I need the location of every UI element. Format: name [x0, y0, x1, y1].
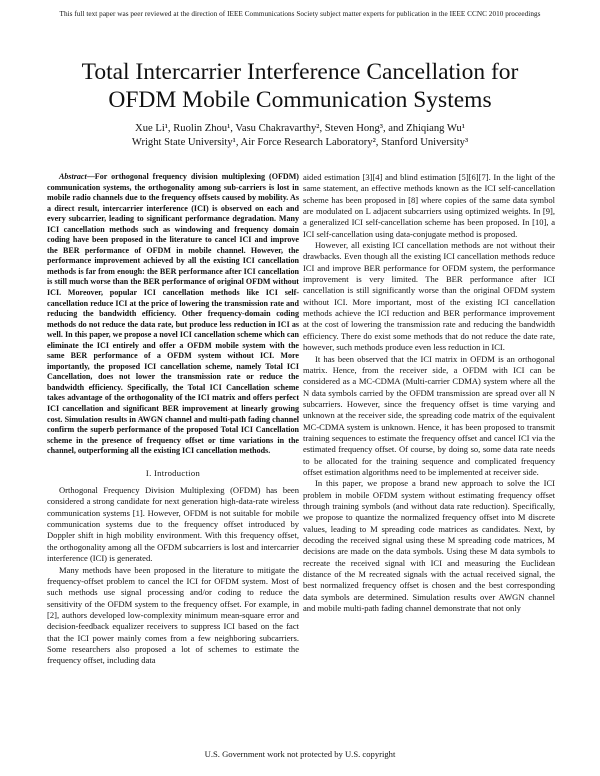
title-line-2: OFDM Mobile Communication Systems [108, 87, 492, 113]
right-paragraph-3: It has been observed that the ICI matrix in OFDM is an orthogonal matrix. Hence, from the receiver side, a OFDM with ICI can be considered as a MC-CDMA (Multi-carrier CDMA) system where all the N data symbols carried by the OFDM transmission are spread over all N subcarriers. However, since the frequency offset is time varying and unknown at the receiver side, the spreading code matrix of the equivalent MC-CDMA system is unknown. Hence, it has been proposed to transmit training sequences to estimate the frequency offset and cancel ICI via the estimated frequency offset. Of course, by doing so, some data rate needs to be allocated for the training sequence and complicated frequency offset estimation algorithms need to be implemented at receiver side. [303, 353, 555, 477]
author-block [0, 122, 600, 149]
intro-paragraph-2: Many methods have been proposed in the literature to mitigate the frequency-offset problem to cancel the ICI for OFDM system. Most of such methods use signal processing and/or coding to reduce the sensitivity of the OFDM system to the frequency offset. For example, in [2], authors developed low-complexity minimum mean-square error and decision-feedback equalizer receivers to suppress ICI based on the fact that the ICI power mainly comes from a few neighboring subcarriers. Some researchers also proposed a lot of schemes to estimate the frequency offset, including data [47, 564, 299, 666]
copyright-footer: U.S. Government work not protected by U.S. copyright [204, 749, 396, 759]
abstract-label: Abstract [59, 172, 87, 181]
abstract [47, 172, 299, 457]
author-affiliations: Wright State University¹, Air Force Research Laboratory², Stanford University³ [131, 136, 469, 148]
intro-paragraph-1: Orthogonal Frequency Division Multiplexing (OFDM) has been considered a strong candidate for next generation high-data-rate wireless communication systems [1]. However, OFDM is not suitable for mobile communication systems due to the frequency offset introduced by Doppler shift in high mobility environment. With this frequency offset, the orthogonality among all the OFDM subcarriers is lost and intercarrier interference (ICI) is generated. [47, 485, 299, 564]
right-column [303, 172, 555, 614]
abstract-text: —For orthogonal frequency division multiplexing (OFDM) communication systems, the orthogonality among sub-carriers is lost in mobile radio channels due to the frequency offsets caused by mobility. As a direct result, intercarrier interference (ICI) is observed on each and every subcarrier, leading to significant performance degradation. Many ICI cancellation methods such as windowing and frequency domain coding have been proposed in the literature to cancel ICI and improve the BER performance of OFDM in mobile channel. However, the performance improvement achieved by all the existing ICI cancellation methods is far from enough: the BER performance after ICI cancellation is still much worse than the BER performance of original OFDM without ICI. Moreover, popular ICI cancellation methods like ICI self-cancellation reduce ICI at the price of lowering the transmission rate and reducing the bandwidth efficiency. Other frequency-domain coding methods do not reduce the data rate, but produce less reduction in ICI as well. In this paper, we propose a novel ICI cancellation scheme which can eliminate the ICI entirely and offer a OFDM mobile system with the same BER performance of a OFDM system without ICI. More importantly, the proposed ICI cancellation scheme, namely Total ICI Cancellation, does not lower the transmission rate or reduce the bandwidth efficiency. Specifically, the Total ICI Cancellation scheme takes advantage of the orthogonality of the ICI matrix and offers perfect ICI cancellation and significant BER improvement at linearly growing cost. Simulation results in AWGN channel and multi-path fading channel confirm the superb performance of the proposed Total ICI Cancellation scheme in the presence of frequency offset or time variations in the channel, outperforming all the existing ICI cancellation methods. [47, 172, 299, 456]
right-paragraph-1: aided estimation [3][4] and blind estimation [5][6][7]. In the light of the same statement, an effective methods known as the ICI self-cancellation scheme has been proposed in [8] where copies of the same data symbol are modulated on L adjacent subcarriers using optimized weights. In [9], a generalized ICI self-cancellation scheme has been proposed. In [10], a ICI self-cancellation using data-conjugate method is proposed. [303, 172, 555, 239]
title-line-1: Total Intercarrier Interference Cancellation for [81, 59, 519, 85]
left-column [47, 172, 299, 667]
paper-title [0, 58, 600, 114]
peer-review-notice: This full text paper was peer reviewed at the direction of IEEE Communications Society subject matter experts for publication in the IEEE CCNC 2010 proceedings [59, 10, 541, 18]
right-paragraph-2: However, all existing ICI cancellation methods are not without their drawbacks. Even though all the existing ICI cancellation methods reduce ICI and improve BER performance for OFDM system, the performance improvement is very limited. The BER performance after ICI cancellation is still significantly worse than the original OFDM system without ICI. More important, most of the existing ICI cancellation methods achieve the ICI reduction and BER performance improvement at the cost of lowering the transmission rate and reducing the bandwidth efficiency. There do exist some methods that do not reduce the date rate, however, such methods produce even less reduction in ICI. [303, 240, 555, 353]
section-heading-introduction: I. Introduction [145, 467, 201, 478]
right-paragraph-4: In this paper, we propose a brand new approach to solve the ICI problem in mobile OFDM system without estimating frequency offset through training symbols (and without data rate reduction). Specifically, we propose to quantize the normalized frequency offset into M discrete values, leading to M spreading code matrices as candidates. Next, by decoding the received signal using these M spreading code matrices, M decisions are made on the data symbols. Using these M data symbols to recreate the received signal with ICI and measuring the Euclidean distance of the M recreated signals with the actual received signal, the best normalized frequency offset is chosen and the best corresponding data symbols are determined. Simulation results over AWGN channel and mobile multi-path fading channel demonstrate that not only [303, 478, 555, 614]
author-names: Xue Li¹, Ruolin Zhou¹, Vasu Chakravarthy², Steven Hong³, and Zhiqiang Wu¹ [135, 123, 465, 134]
